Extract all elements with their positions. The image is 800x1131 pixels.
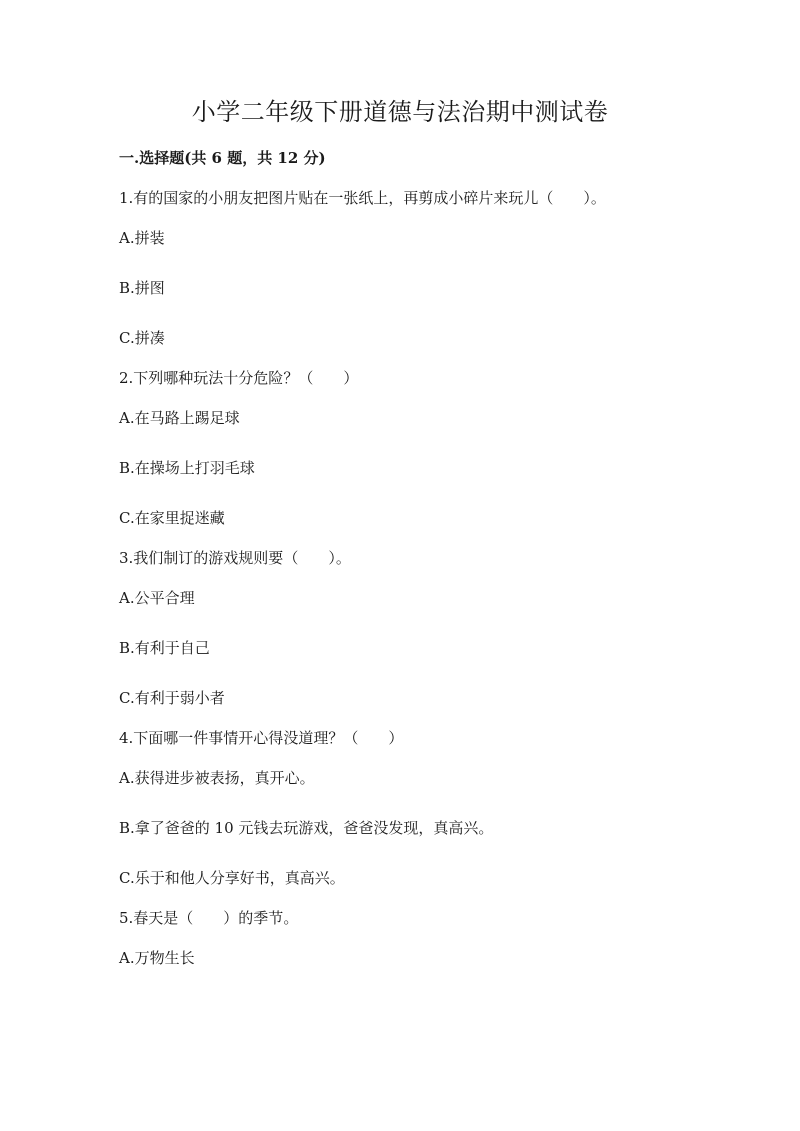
option-c: C.乐于和他人分享好书，真高兴。 <box>119 869 345 887</box>
page-title: 小学二年级下册道德与法治期中测试卷 <box>191 98 609 126</box>
question-stem: 5.春天是（ ）的季节。 <box>119 909 299 927</box>
option-a: A.万物生长 <box>119 949 195 967</box>
question-list <box>119 187 719 997</box>
question-stem: 4.下面哪一件事情开心得没道理？（ ） <box>119 729 404 747</box>
question-1 <box>119 187 719 349</box>
question-5 <box>119 907 719 969</box>
option-c: C.拼凑 <box>119 329 165 347</box>
option-c: C.在家里捉迷藏 <box>119 509 225 527</box>
option-b: B.有利于自己 <box>119 639 210 657</box>
option-b: B.在操场上打羽毛球 <box>119 459 255 477</box>
question-stem: 1.有的国家的小朋友把图片贴在一张纸上，再剪成小碎片来玩儿（ ）。 <box>119 189 606 207</box>
option-a: A.获得进步被表扬，真开心。 <box>119 769 315 787</box>
question-stem: 3.我们制订的游戏规则要（ ）。 <box>119 549 351 567</box>
question-stem: 2.下列哪种玩法十分危险？（ ） <box>119 369 359 387</box>
question-4 <box>119 727 719 889</box>
option-c: C.有利于弱小者 <box>119 689 225 707</box>
option-a: A.在马路上踢足球 <box>119 409 240 427</box>
option-a: A.拼装 <box>119 229 165 247</box>
option-b: B.拿了爸爸的 10 元钱去玩游戏，爸爸没发现，真高兴。 <box>119 819 494 837</box>
option-b: B.拼图 <box>119 279 165 297</box>
section-heading: 一.选择题(共 6 题，共 12 分) <box>119 149 326 167</box>
question-2 <box>119 367 719 529</box>
question-3 <box>119 547 719 709</box>
option-a: A.公平合理 <box>119 589 195 607</box>
